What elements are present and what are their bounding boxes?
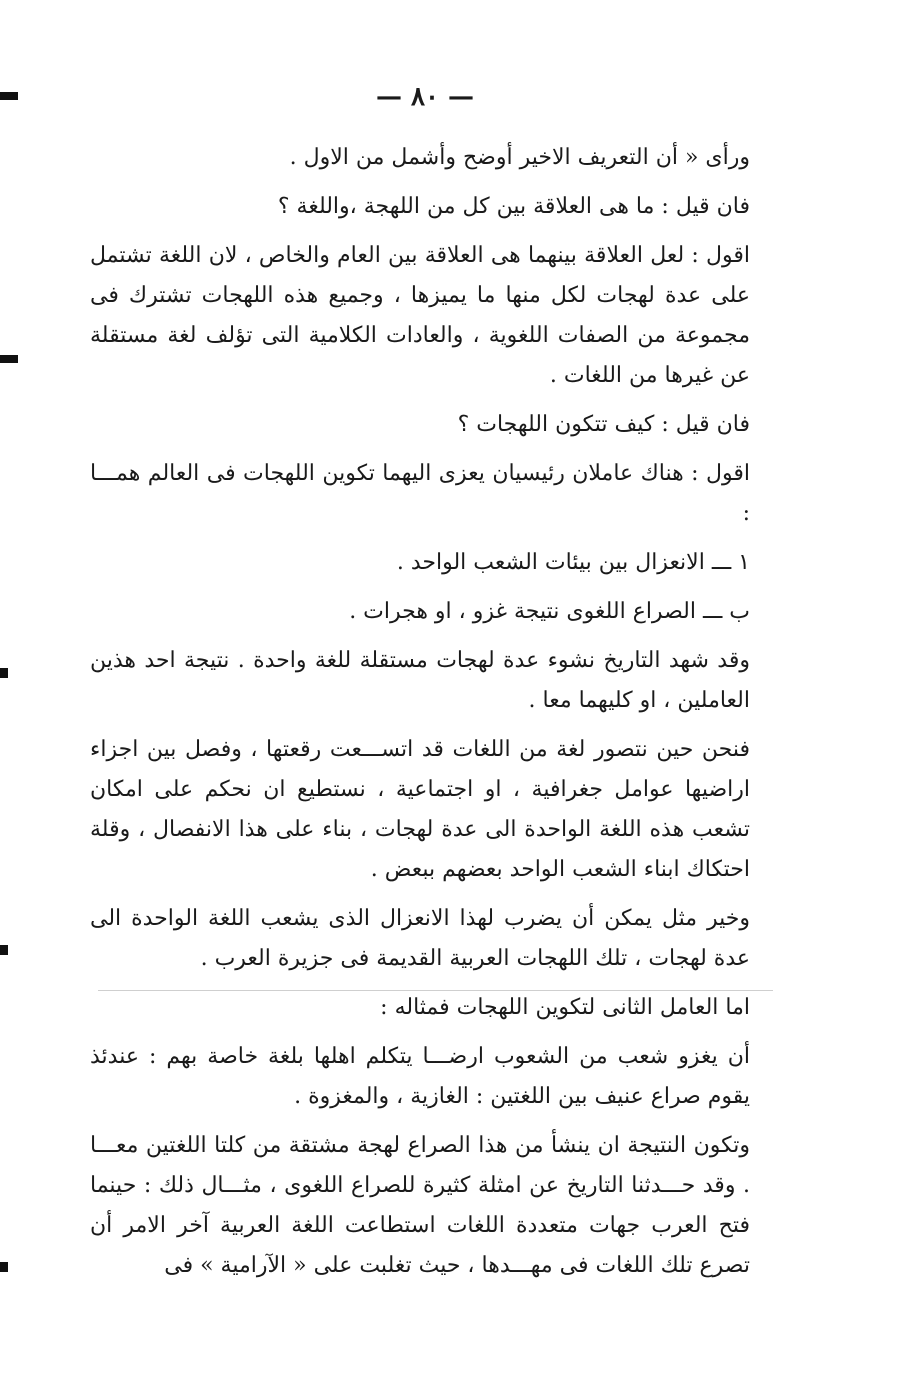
paragraph: فان قيل : كيف تتكون اللهجات ؟ xyxy=(457,412,750,437)
body-text xyxy=(90,138,770,1286)
list-item: ١ ـــ الانعزال بين بيئات الشعب الواحد . xyxy=(396,550,750,575)
paragraph: وتكون النتيجة ان ينشأ من هذا الصراع لهجة مشتقة من كلتا اللغتين معـــا . وقد حـــدثنا التاريخ عن امثلة كثيرة للصراع اللغوى ، مثـــال ذلك : حينما فتح العرب جهات متعددة اللغات استطاعت اللغة العربية آخر الامر أن تصرع تلك اللغات فى مهـــدها ، حيث تغلبت على « الآرامية » فى xyxy=(90,1133,750,1278)
paragraph: وقد شهد التاريخ نشوء عدة لهجات مستقلة للغة واحدة . نتيجة احد هذين العاملين ، او كليهما معا . xyxy=(90,648,750,713)
paragraph: اما العامل الثانى لتكوين اللهجات فمثاله : xyxy=(380,995,750,1020)
paragraph: أن يغزو شعب من الشعوب ارضـــا يتكلم اهلها بلغة خاصة بهم : عندئذ يقوم صراع عنيف بين اللغتين : الغازية ، والمغزوة . xyxy=(90,1044,750,1109)
scan-edge-mark xyxy=(0,1262,8,1272)
paragraph: اقول : هناك عاملان رئيسيان يعزى اليهما تكوين اللهجات فى العالم همـــا : xyxy=(90,461,750,526)
paragraph: فان قيل : ما هى العلاقة بين كل من اللهجة ،واللغة ؟ xyxy=(277,194,750,219)
page-number: — ٨٠ — xyxy=(375,82,475,112)
paragraph: اقول : لعل العلاقة بينهما هى العلاقة بين العام والخاص ، لان اللغة تشتمل على عدة لهجات لكل منها ما يميزها ، وجميع هذه اللهجات تشترك فى مجموعة من الصفات اللغوية ، والعادات الكلامية التى تؤلف لغة مستقلة عن غيرها من اللغات . xyxy=(90,243,750,388)
scan-edge-mark xyxy=(0,355,18,363)
scan-edge-mark xyxy=(0,945,8,955)
scan-edge-mark xyxy=(0,668,8,678)
paragraph: فنحن حين نتصور لغة من اللغات قد اتســـعت رقعتها ، وفصل بين اجزاء اراضيها عوامل جغرافية ، او اجتماعية ، نستطيع ان نحكم على امكان تشعب هذه اللغة الواحدة الى عدة لهجات ، بناء على هذا الانفصال ، وقلة احتكاك ابناء الشعب الواحد بعضهم ببعض . xyxy=(90,737,750,882)
paragraph: وخير مثل يمكن أن يضرب لهذا الانعزال الذى يشعب اللغة الواحدة الى عدة لهجات ، تلك اللهجات العربية القديمة فى جزيرة العرب . xyxy=(90,906,750,971)
list-item: ب ـــ الصراع اللغوى نتيجة غزو ، او هجرات . xyxy=(349,599,750,624)
paragraph: ورأى « أن التعريف الاخير أوضح وأشمل من الاول . xyxy=(289,145,750,170)
